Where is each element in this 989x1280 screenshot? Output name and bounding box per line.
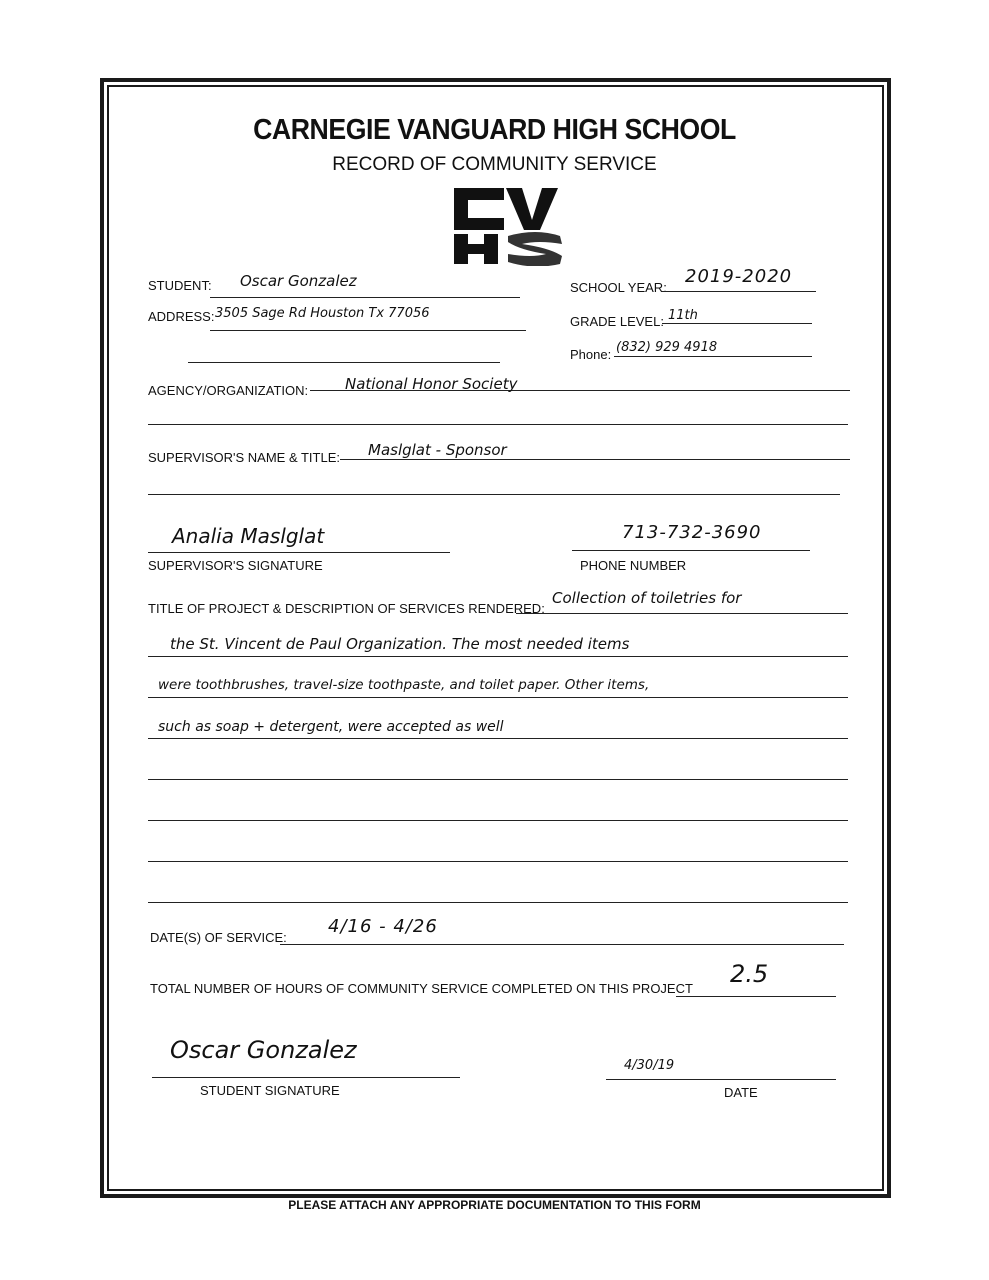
description-line-4: such as soap + detergent, were accepted as well [158,719,504,735]
supervisor-signature-label: SUPERVISOR'S SIGNATURE [148,558,323,573]
phone-line [614,356,812,357]
form-subtitle: RECORD OF COMMUNITY SERVICE [332,154,657,175]
project-line-2 [148,656,848,657]
address-label: ADDRESS: [148,309,215,324]
project-line-8 [148,902,848,903]
grade-level-line [662,323,812,324]
date-value: 4/30/19 [624,1058,675,1073]
dates-line [280,944,844,945]
agency-label: AGENCY/ORGANIZATION: [148,383,309,398]
school-logo-icon [450,184,570,266]
supervisor-phone-value: 713-732-3690 [622,522,762,543]
supervisor-name-value: Maslglat - Sponsor [368,441,507,459]
project-title-label: TITLE OF PROJECT & DESCRIPTION OF SERVICES RENDERED: [148,601,545,616]
date-line [606,1079,836,1080]
supervisor-signature-value: Analia Maslglat [172,524,325,548]
student-signature-value: Oscar Gonzalez [170,1036,357,1064]
project-line-1 [516,613,848,614]
total-hours-value: 2.5 [730,960,769,988]
grade-level-label: GRADE LEVEL: [570,314,664,329]
total-hours-line [676,996,836,997]
address-line-2 [188,362,500,363]
supervisor-name-label: SUPERVISOR'S NAME & TITLE: [148,450,340,465]
student-line [210,297,520,298]
supervisor-phone-line [572,550,810,551]
student-label: STUDENT: [148,278,212,293]
supervisor-signature-line [148,552,450,553]
project-line-4 [148,738,848,739]
address-line [210,330,526,331]
dates-label: DATE(S) OF SERVICE: [150,930,287,945]
supervisor-name-line [340,459,850,460]
agency-value: National Honor Society [345,375,518,393]
project-line-6 [148,820,848,821]
school-title: CARNEGIE VANGUARD HIGH SCHOOL [253,114,736,146]
total-hours-label: TOTAL NUMBER OF HOURS OF COMMUNITY SERVICE COMPLETED ON THIS PROJECT [150,981,693,996]
grade-level-value: 11th [668,308,698,323]
address-value: 3505 Sage Rd Houston Tx 77056 [215,306,430,321]
school-year-value: 2019-2020 [685,266,793,287]
phone-number-label: PHONE NUMBER [580,558,687,573]
dates-value: 4/16 - 4/26 [328,916,438,937]
phone-label: Phone: [570,347,612,362]
agency-line-2 [148,424,848,425]
description-line-1: Collection of toiletries for [552,589,742,607]
student-signature-label: STUDENT SIGNATURE [200,1083,340,1098]
project-line-3 [148,697,848,698]
school-year-line [662,291,816,292]
project-line-5 [148,779,848,780]
project-line-7 [148,861,848,862]
date-label: DATE [724,1085,758,1100]
school-year-label: SCHOOL YEAR: [570,280,667,295]
footer-note: PLEASE ATTACH ANY APPROPRIATE DOCUMENTATION TO THIS FORM [288,1198,701,1212]
phone-value: (832) 929 4918 [616,340,718,355]
description-line-2: the St. Vincent de Paul Organization. The most needed items [170,635,630,653]
student-value: Oscar Gonzalez [240,272,357,290]
description-line-3: were toothbrushes, travel-size toothpaste, and toilet paper. Other items, [158,677,650,693]
supervisor-name-line-2 [148,494,840,495]
student-signature-line [152,1077,460,1078]
